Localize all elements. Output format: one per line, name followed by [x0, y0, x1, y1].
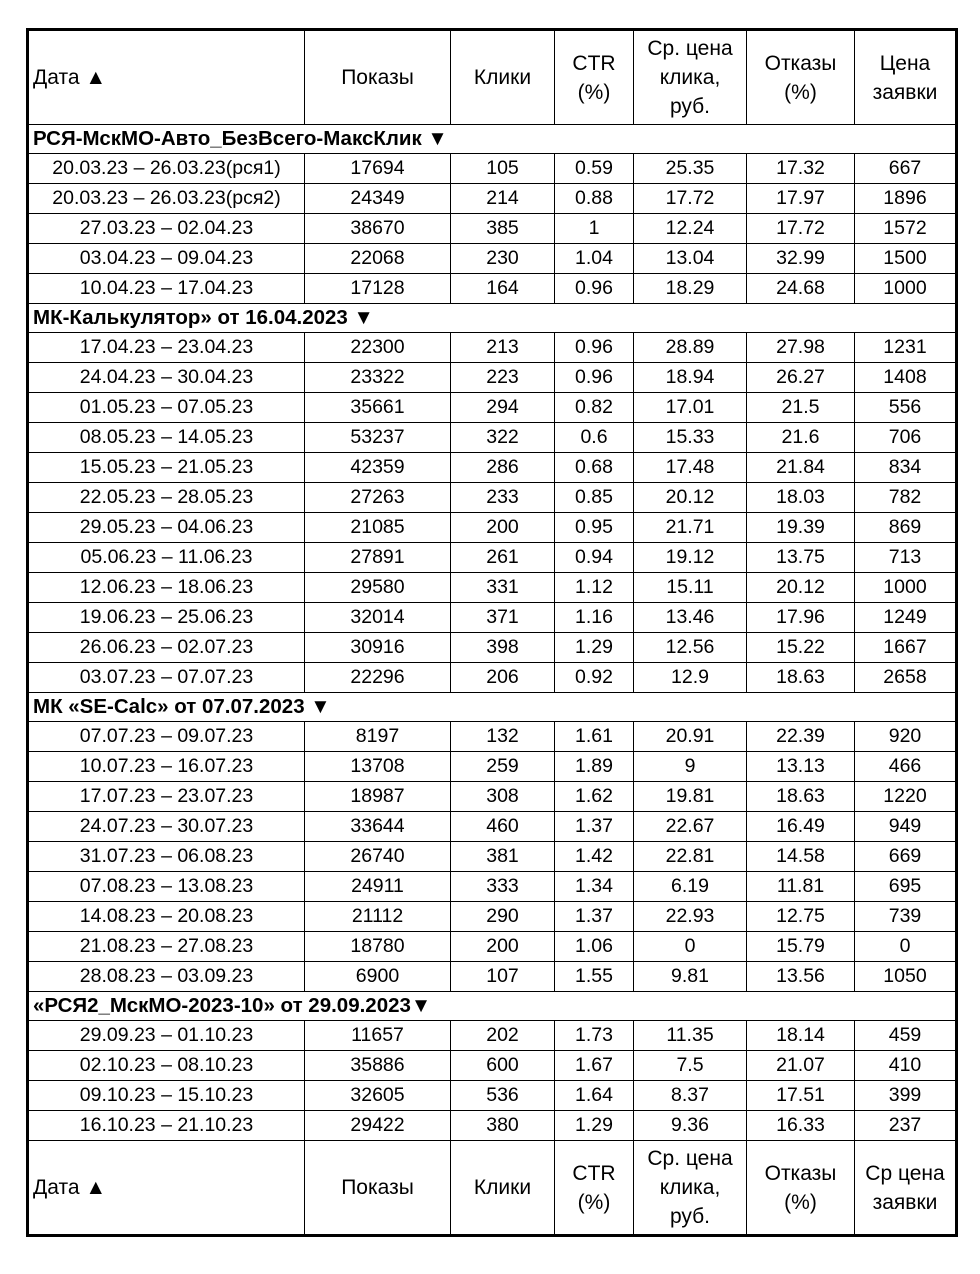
header-cpc-line: Ср. цена: [647, 37, 733, 60]
header-row: [28, 30, 957, 125]
cell-lead-price: 399: [855, 1081, 957, 1111]
cell-cpc: 17.48: [634, 453, 747, 483]
cell-ctr: 1.16: [555, 603, 634, 633]
header-bounces-line: (%): [784, 80, 817, 104]
cell-bounces: 17.51: [747, 1081, 855, 1111]
section-title: МК-Калькулятор» от 16.04.2023 ▼: [28, 304, 957, 333]
cell-date: 20.03.23 – 26.03.23(рся2): [28, 184, 305, 214]
header-lead-price-line: заявки: [872, 80, 938, 104]
cell-clicks: 223: [451, 363, 555, 393]
cell-bounces: 12.75: [747, 902, 855, 932]
table-row: [28, 423, 957, 453]
section-title: «РСЯ2_МскМО-2023-10» от 29.09.2023▼: [28, 992, 957, 1021]
cell-impressions: 33644: [305, 812, 451, 842]
cell-lead-price: 1896: [855, 184, 957, 214]
cell-lead-price: 0: [855, 932, 957, 962]
report-table: [26, 28, 958, 1237]
table-row: [28, 872, 957, 902]
cell-cpc: 19.12: [634, 543, 747, 573]
footer-clicks: Клики: [451, 1141, 555, 1236]
cell-date: 26.06.23 – 02.07.23: [28, 633, 305, 663]
cell-lead-price: 669: [855, 842, 957, 872]
cell-bounces: 11.81: [747, 872, 855, 902]
cell-bounces: 21.5: [747, 393, 855, 423]
header-cpc: [634, 30, 747, 125]
cell-impressions: 27263: [305, 483, 451, 513]
cell-impressions: 22068: [305, 244, 451, 274]
cell-clicks: 331: [451, 573, 555, 603]
cell-ctr: 1: [555, 214, 634, 244]
table-row: [28, 812, 957, 842]
cell-cpc: 20.12: [634, 483, 747, 513]
table-row: [28, 274, 957, 304]
cell-date: 16.10.23 – 21.10.23: [28, 1111, 305, 1141]
cell-cpc: 9.81: [634, 962, 747, 992]
table-row: [28, 663, 957, 693]
cell-lead-price: 410: [855, 1051, 957, 1081]
table-row: [28, 184, 957, 214]
cell-date: 03.07.23 – 07.07.23: [28, 663, 305, 693]
cell-clicks: 600: [451, 1051, 555, 1081]
cell-cpc: 6.19: [634, 872, 747, 902]
cell-ctr: 1.37: [555, 902, 634, 932]
header-ctr-line: (%): [577, 80, 611, 104]
cell-ctr: 0.96: [555, 363, 634, 393]
footer-ctr-line: CTR: [572, 1161, 616, 1185]
cell-impressions: 30916: [305, 633, 451, 663]
cell-lead-price: 782: [855, 483, 957, 513]
cell-clicks: 214: [451, 184, 555, 214]
cell-ctr: 0.59: [555, 154, 634, 184]
cell-cpc: 13.46: [634, 603, 747, 633]
cell-ctr: 0.96: [555, 333, 634, 363]
cell-impressions: 6900: [305, 962, 451, 992]
footer-row: [28, 1141, 957, 1236]
header-ctr: [555, 30, 634, 125]
cell-cpc: 19.81: [634, 782, 747, 812]
cell-lead-price: 237: [855, 1111, 957, 1141]
cell-ctr: 1.73: [555, 1021, 634, 1051]
cell-ctr: 0.68: [555, 453, 634, 483]
cell-clicks: 290: [451, 902, 555, 932]
cell-date: 17.07.23 – 23.07.23: [28, 782, 305, 812]
cell-impressions: 53237: [305, 423, 451, 453]
table-row: [28, 393, 957, 423]
cell-ctr: 0.82: [555, 393, 634, 423]
table-row: [28, 573, 957, 603]
cell-clicks: 132: [451, 722, 555, 752]
footer-bounces: [747, 1141, 855, 1236]
cell-date: 05.06.23 – 11.06.23: [28, 543, 305, 573]
header-impressions: Показы: [305, 30, 451, 125]
cell-cpc: 21.71: [634, 513, 747, 543]
table-row: [28, 1111, 957, 1141]
cell-ctr: 1.12: [555, 573, 634, 603]
cell-lead-price: 466: [855, 752, 957, 782]
cell-impressions: 35661: [305, 393, 451, 423]
cell-clicks: 164: [451, 274, 555, 304]
cell-cpc: 28.89: [634, 333, 747, 363]
cell-clicks: 200: [451, 932, 555, 962]
table-row: [28, 483, 957, 513]
cell-cpc: 17.72: [634, 184, 747, 214]
cell-lead-price: 713: [855, 543, 957, 573]
cell-ctr: 1.34: [555, 872, 634, 902]
cell-ctr: 0.92: [555, 663, 634, 693]
table-row: [28, 363, 957, 393]
header-ctr-line: CTR: [572, 51, 616, 75]
header-clicks: Клики: [451, 30, 555, 125]
table-row: [28, 453, 957, 483]
cell-lead-price: 2658: [855, 663, 957, 693]
cell-bounces: 15.79: [747, 932, 855, 962]
header-cpc-line: клика,: [659, 66, 721, 89]
cell-impressions: 22300: [305, 333, 451, 363]
cell-bounces: 16.33: [747, 1111, 855, 1141]
cell-clicks: 233: [451, 483, 555, 513]
footer-impressions: Показы: [305, 1141, 451, 1236]
cell-lead-price: 706: [855, 423, 957, 453]
cell-date: 09.10.23 – 15.10.23: [28, 1081, 305, 1111]
cell-bounces: 14.58: [747, 842, 855, 872]
cell-lead-price: 739: [855, 902, 957, 932]
cell-impressions: 27891: [305, 543, 451, 573]
cell-bounces: 24.68: [747, 274, 855, 304]
table-row: [28, 782, 957, 812]
cell-ctr: 0.6: [555, 423, 634, 453]
cell-clicks: 105: [451, 154, 555, 184]
cell-impressions: 11657: [305, 1021, 451, 1051]
table-row: [28, 932, 957, 962]
cell-ctr: 0.85: [555, 483, 634, 513]
table-row: [28, 603, 957, 633]
cell-bounces: 32.99: [747, 244, 855, 274]
cell-impressions: 18780: [305, 932, 451, 962]
cell-lead-price: 1000: [855, 573, 957, 603]
cell-bounces: 13.75: [747, 543, 855, 573]
cell-cpc: 22.81: [634, 842, 747, 872]
cell-clicks: 261: [451, 543, 555, 573]
cell-lead-price: 667: [855, 154, 957, 184]
cell-lead-price: 1667: [855, 633, 957, 663]
cell-cpc: 22.93: [634, 902, 747, 932]
footer-lead-price-line: заявки: [872, 1190, 938, 1214]
cell-impressions: 21112: [305, 902, 451, 932]
cell-lead-price: 1000: [855, 274, 957, 304]
cell-cpc: 7.5: [634, 1051, 747, 1081]
cell-clicks: 294: [451, 393, 555, 423]
cell-clicks: 308: [451, 782, 555, 812]
cell-clicks: 536: [451, 1081, 555, 1111]
cell-bounces: 18.14: [747, 1021, 855, 1051]
cell-ctr: 0.94: [555, 543, 634, 573]
cell-cpc: 11.35: [634, 1021, 747, 1051]
table-row: [28, 962, 957, 992]
cell-lead-price: 1220: [855, 782, 957, 812]
cell-bounces: 13.56: [747, 962, 855, 992]
header-date: Дата ▲: [28, 30, 305, 125]
cell-clicks: 398: [451, 633, 555, 663]
cell-cpc: 18.94: [634, 363, 747, 393]
cell-lead-price: 695: [855, 872, 957, 902]
footer-ctr-line: (%): [577, 1190, 611, 1214]
cell-impressions: 21085: [305, 513, 451, 543]
cell-impressions: 42359: [305, 453, 451, 483]
cell-lead-price: 920: [855, 722, 957, 752]
cell-impressions: 24349: [305, 184, 451, 214]
cell-clicks: 230: [451, 244, 555, 274]
cell-cpc: 0: [634, 932, 747, 962]
table-row: [28, 633, 957, 663]
cell-date: 31.07.23 – 06.08.23: [28, 842, 305, 872]
table-row: [28, 1051, 957, 1081]
cell-bounces: 21.6: [747, 423, 855, 453]
cell-lead-price: 869: [855, 513, 957, 543]
table-row: [28, 722, 957, 752]
cell-clicks: 380: [451, 1111, 555, 1141]
cell-impressions: 17128: [305, 274, 451, 304]
cell-date: 14.08.23 – 20.08.23: [28, 902, 305, 932]
cell-impressions: 32605: [305, 1081, 451, 1111]
cell-clicks: 200: [451, 513, 555, 543]
cell-lead-price: 556: [855, 393, 957, 423]
cell-bounces: 18.63: [747, 782, 855, 812]
cell-impressions: 23322: [305, 363, 451, 393]
table-row: [28, 513, 957, 543]
cell-date: 07.07.23 – 09.07.23: [28, 722, 305, 752]
table-row: [28, 543, 957, 573]
cell-lead-price: 1500: [855, 244, 957, 274]
header-lead-price-line: Цена: [879, 51, 931, 75]
cell-clicks: 385: [451, 214, 555, 244]
cell-date: 21.08.23 – 27.08.23: [28, 932, 305, 962]
table-row: [28, 752, 957, 782]
cell-ctr: 1.04: [555, 244, 634, 274]
cell-cpc: 9: [634, 752, 747, 782]
header-lead-price: [855, 30, 957, 125]
cell-ctr: 1.62: [555, 782, 634, 812]
cell-bounces: 18.03: [747, 483, 855, 513]
header-bounces-line: Отказы: [764, 51, 837, 75]
cell-clicks: 202: [451, 1021, 555, 1051]
cell-bounces: 15.22: [747, 633, 855, 663]
cell-date: 29.05.23 – 04.06.23: [28, 513, 305, 543]
cell-impressions: 26740: [305, 842, 451, 872]
cell-date: 27.03.23 – 02.04.23: [28, 214, 305, 244]
cell-clicks: 259: [451, 752, 555, 782]
cell-cpc: 12.56: [634, 633, 747, 663]
cell-ctr: 1.67: [555, 1051, 634, 1081]
cell-ctr: 1.55: [555, 962, 634, 992]
cell-cpc: 9.36: [634, 1111, 747, 1141]
cell-date: 02.10.23 – 08.10.23: [28, 1051, 305, 1081]
cell-ctr: 0.96: [555, 274, 634, 304]
cell-cpc: 17.01: [634, 393, 747, 423]
cell-date: 28.08.23 – 03.09.23: [28, 962, 305, 992]
cell-cpc: 12.24: [634, 214, 747, 244]
header-cpc-line: руб.: [669, 95, 711, 118]
cell-date: 17.04.23 – 23.04.23: [28, 333, 305, 363]
cell-bounces: 16.49: [747, 812, 855, 842]
cell-clicks: 206: [451, 663, 555, 693]
cell-clicks: 333: [451, 872, 555, 902]
cell-ctr: 1.06: [555, 932, 634, 962]
cell-impressions: 24911: [305, 872, 451, 902]
cell-lead-price: 1050: [855, 962, 957, 992]
cell-lead-price: 459: [855, 1021, 957, 1051]
cell-clicks: 381: [451, 842, 555, 872]
cell-ctr: 1.61: [555, 722, 634, 752]
cell-clicks: 322: [451, 423, 555, 453]
table-row: [28, 154, 957, 184]
table-row: [28, 842, 957, 872]
footer-ctr: [555, 1141, 634, 1236]
cell-bounces: 18.63: [747, 663, 855, 693]
footer-cpc-line: руб.: [669, 1205, 711, 1228]
cell-impressions: 22296: [305, 663, 451, 693]
cell-impressions: 29422: [305, 1111, 451, 1141]
cell-cpc: 12.9: [634, 663, 747, 693]
cell-lead-price: 834: [855, 453, 957, 483]
cell-ctr: 1.29: [555, 1111, 634, 1141]
table-row: [28, 1021, 957, 1051]
cell-date: 24.07.23 – 30.07.23: [28, 812, 305, 842]
cell-bounces: 27.98: [747, 333, 855, 363]
cell-impressions: 13708: [305, 752, 451, 782]
cell-impressions: 17694: [305, 154, 451, 184]
cell-ctr: 1.89: [555, 752, 634, 782]
cell-date: 15.05.23 – 21.05.23: [28, 453, 305, 483]
cell-impressions: 8197: [305, 722, 451, 752]
cell-bounces: 13.13: [747, 752, 855, 782]
cell-date: 20.03.23 – 26.03.23(рся1): [28, 154, 305, 184]
cell-bounces: 22.39: [747, 722, 855, 752]
cell-impressions: 35886: [305, 1051, 451, 1081]
cell-lead-price: 949: [855, 812, 957, 842]
cell-clicks: 371: [451, 603, 555, 633]
table-body: [28, 125, 957, 1141]
cell-bounces: 26.27: [747, 363, 855, 393]
section-header-row: [28, 992, 957, 1021]
footer-bounces-line: Отказы: [764, 1161, 837, 1185]
cell-ctr: 1.42: [555, 842, 634, 872]
cell-lead-price: 1572: [855, 214, 957, 244]
cell-lead-price: 1249: [855, 603, 957, 633]
cell-ctr: 1.29: [555, 633, 634, 663]
cell-clicks: 286: [451, 453, 555, 483]
footer-lead-price: [855, 1141, 957, 1236]
cell-date: 03.04.23 – 09.04.23: [28, 244, 305, 274]
cell-ctr: 0.88: [555, 184, 634, 214]
cell-cpc: 15.33: [634, 423, 747, 453]
cell-clicks: 460: [451, 812, 555, 842]
section-title: РСЯ-МскМО-Авто_БезВсего-МаксКлик ▼: [28, 125, 957, 154]
section-header-row: [28, 304, 957, 333]
cell-date: 10.04.23 – 17.04.23: [28, 274, 305, 304]
cell-date: 19.06.23 – 25.06.23: [28, 603, 305, 633]
cell-impressions: 32014: [305, 603, 451, 633]
cell-cpc: 20.91: [634, 722, 747, 752]
cell-impressions: 18987: [305, 782, 451, 812]
cell-cpc: 15.11: [634, 573, 747, 603]
cell-date: 29.09.23 – 01.10.23: [28, 1021, 305, 1051]
section-title: МК «SE-Calc» от 07.07.2023 ▼: [28, 693, 957, 722]
table-row: [28, 244, 957, 274]
cell-cpc: 18.29: [634, 274, 747, 304]
table-row: [28, 214, 957, 244]
footer-cpc-line: клика,: [659, 1176, 721, 1199]
cell-cpc: 25.35: [634, 154, 747, 184]
cell-bounces: 21.84: [747, 453, 855, 483]
cell-impressions: 38670: [305, 214, 451, 244]
footer-bounces-line: (%): [784, 1190, 817, 1214]
footer-lead-price-line: Ср цена: [865, 1161, 945, 1185]
cell-date: 07.08.23 – 13.08.23: [28, 872, 305, 902]
table-row: [28, 902, 957, 932]
cell-date: 24.04.23 – 30.04.23: [28, 363, 305, 393]
cell-cpc: 13.04: [634, 244, 747, 274]
cell-date: 08.05.23 – 14.05.23: [28, 423, 305, 453]
section-header-row: [28, 693, 957, 722]
cell-cpc: 8.37: [634, 1081, 747, 1111]
section-header-row: [28, 125, 957, 154]
cell-bounces: 17.97: [747, 184, 855, 214]
cell-bounces: 21.07: [747, 1051, 855, 1081]
cell-bounces: 19.39: [747, 513, 855, 543]
cell-clicks: 107: [451, 962, 555, 992]
cell-date: 01.05.23 – 07.05.23: [28, 393, 305, 423]
cell-date: 22.05.23 – 28.05.23: [28, 483, 305, 513]
cell-cpc: 22.67: [634, 812, 747, 842]
footer-cpc-line: Ср. цена: [647, 1147, 733, 1170]
table-row: [28, 333, 957, 363]
header-bounces: [747, 30, 855, 125]
cell-lead-price: 1231: [855, 333, 957, 363]
cell-lead-price: 1408: [855, 363, 957, 393]
cell-bounces: 17.96: [747, 603, 855, 633]
cell-ctr: 1.37: [555, 812, 634, 842]
footer-cpc: [634, 1141, 747, 1236]
cell-date: 10.07.23 – 16.07.23: [28, 752, 305, 782]
cell-bounces: 20.12: [747, 573, 855, 603]
cell-bounces: 17.72: [747, 214, 855, 244]
cell-ctr: 1.64: [555, 1081, 634, 1111]
cell-impressions: 29580: [305, 573, 451, 603]
cell-clicks: 213: [451, 333, 555, 363]
cell-bounces: 17.32: [747, 154, 855, 184]
footer-date: Дата ▲: [28, 1141, 305, 1236]
cell-ctr: 0.95: [555, 513, 634, 543]
table-row: [28, 1081, 957, 1111]
cell-date: 12.06.23 – 18.06.23: [28, 573, 305, 603]
